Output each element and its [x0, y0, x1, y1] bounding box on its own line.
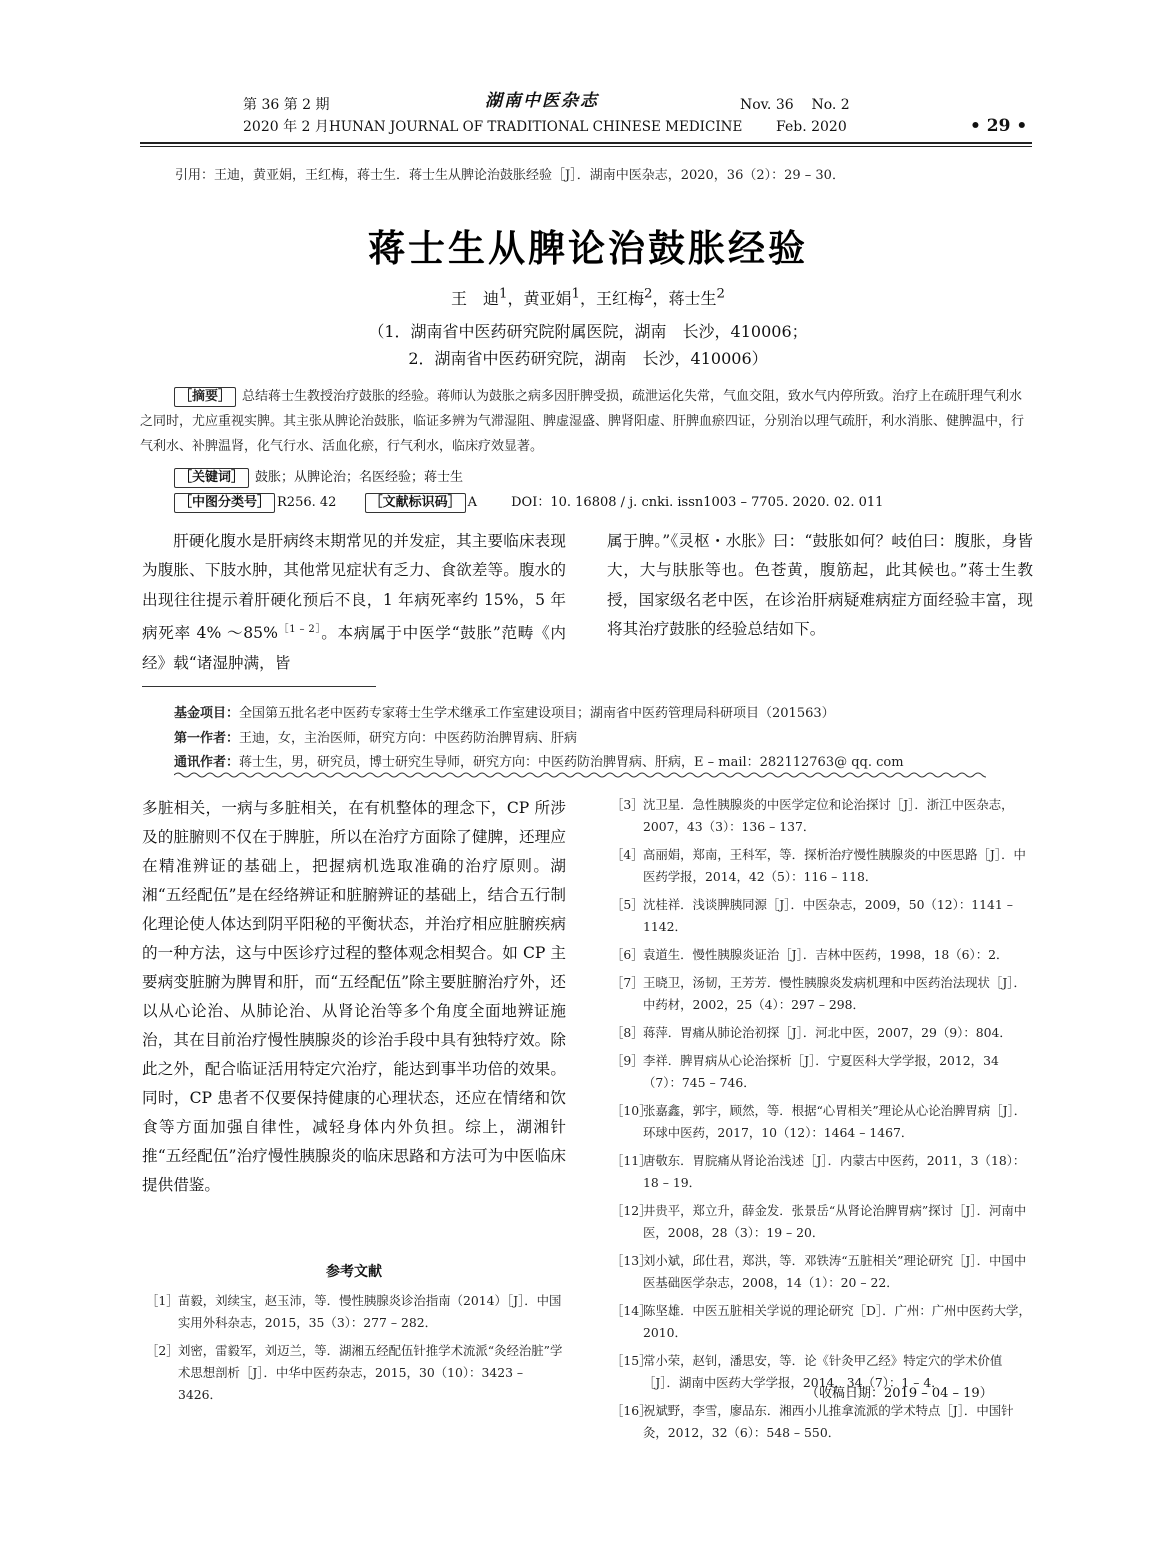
footnote-text: 蒋士生，男，研究员，博士研究生导师，研究方向：中医药防治脾胃病、肝病，E – mail：282112763@ qq. com [239, 755, 904, 770]
reference-text: 高丽娟，郑南，王科军，等．探析治疗慢性胰腺炎的中医思路［J］．中医药学报，2014，42（5）：116 – 118． [643, 847, 1026, 884]
intro-left-text-cont: 。本病属于中医学“鼓胀”范畴《内经》载“诸湿肿满，皆 [142, 624, 566, 672]
affiliation-2: 2．湖南省中医药研究院，湖南 长沙，410006） [408, 349, 768, 368]
reference-item [607, 794, 1033, 838]
reference-text: 蒋萍．胃痛从肺论治初探［J］．河北中医，2007，29（9）：804． [643, 1025, 1012, 1040]
reference-item [142, 1290, 566, 1334]
reference-item [607, 1250, 1033, 1294]
footnote-label: 第一作者： [174, 731, 240, 746]
references-left [142, 1290, 566, 1406]
header-rule-thin [140, 146, 1032, 147]
reference-item [607, 844, 1033, 888]
header-date-cn: 2020 年 2 月 [243, 119, 329, 135]
reference-text: 井贵平，郑立升，薛金发．张景岳“从肾论治脾胃病”探讨［J］．河南中医，2008，28（3）：19 – 20． [643, 1203, 1027, 1240]
references-right [607, 794, 1033, 1444]
reference-item [607, 1400, 1033, 1444]
clc-label: ［中图分类号］ [174, 493, 275, 513]
reference-number: ［4］ [611, 847, 644, 862]
intro-left-column [142, 527, 566, 678]
intro-right-text: 属于脾。”《灵枢・水胀》曰：“鼓胀如何？岐伯曰：腹胀，身皆大，大与肤胀等也。色苍黄，腹筋起，此其候也。”蒋士生教授，国家级名老中医，在诊治肝病疑难病症方面经验丰富，现将其治疗鼓胀的经验总结如下。 [607, 532, 1033, 639]
reference-text: 唐敬东．胃脘痛从肾论治浅述［J］．内蒙古中医药，2011，3（18）：18 – 19． [643, 1153, 1026, 1190]
footnote-first-author [174, 727, 577, 750]
footnote-text: 王迪，女，主治医师，研究方向：中医药防治脾胃病、肝病 [239, 731, 578, 746]
keywords-row [174, 466, 463, 488]
reference-number: ［9］ [611, 1053, 644, 1068]
intro-left-text: 肝硬化腹水是肝病终末期常见的并发症，其主要临床表现为腹胀、下肢水肿，其他常见症状有乏力、食欲差等。腹水的出现往往提示着肝硬化预后不良，1 年病死率约 15%，5 年病死率 4% ～85% [142, 532, 566, 643]
article-title: 蒋士生从脾论治鼓胀经验 [368, 226, 808, 270]
footnote-label: 通讯作者： [174, 755, 240, 770]
reference-text: 王晓卫，汤韧，王芳芳．慢性胰腺炎发病机理和中医药治法现状［J］．中药材，2002，25（4）：297 – 298． [643, 975, 1026, 1012]
header-journal-en: HUNAN JOURNAL OF TRADITIONAL CHINESE MEDICINE [329, 119, 743, 135]
author-name: 王红梅 [596, 289, 645, 308]
reference-item [607, 972, 1033, 1016]
reference-item [607, 1022, 1033, 1044]
author-affiliation-mark: 2 [716, 286, 726, 302]
references-heading: 参考文献 [326, 1264, 382, 1280]
reference-number: ［14］ [611, 1303, 652, 1318]
header-volume-en: Nov. 36 No. 2 [740, 97, 850, 113]
reference-text: 张嘉鑫，郭宇，顾然，等．根据“心胃相关”理论从心论治脾胃病［J］．环球中医药，2017，10（12）：1464 – 1467． [643, 1103, 1027, 1140]
wavy-divider [174, 771, 986, 779]
footnote-text: 全国第五批名老中医药专家蒋士生学术继承工作室建设项目；湖南省中医药管理局科研项目（201563） [239, 706, 835, 721]
reference-text: 李祥．脾胃病从心论治探析［J］．宁夏医科大学学报，2012，34（7）：745 – 746． [643, 1053, 999, 1090]
page-number: • 29 • [970, 116, 1028, 136]
abstract-label: ［摘要］ [174, 387, 236, 407]
reference-number: ［16］ [611, 1403, 652, 1418]
journal-logo: 湖南中医杂志 [485, 91, 599, 111]
reference-item [607, 1300, 1033, 1344]
reference-text: 沈卫星．急性胰腺炎的中医学定位和论治探讨［J］．浙江中医杂志，2007，43（3）：136 – 137． [643, 797, 1014, 834]
body-paragraph: 多脏相关，一病与多脏相关，在有机整体的理念下，CP 所涉及的脏腑则不仅在于脾脏，所以在治疗方面除了健脾，还理应在精准辨证的基础上，把握病机选取准确的治疗原则。湖湘“五经配伍”是在经络辨证和脏腑辨证的基础上，结合五行制化理论使人体达到阴平阳秘的平衡状态，并治疗相应脏腑疾病的一种方法，这与中医诊疗过程的整体观念相契合。如 CP 主要病变脏腑为脾胃和肝，而“五经配伍”除主要脏腑治疗外，还以从心论治、从肺论治、从肾论治等多个角度全面地辨证施治，其在目前治疗慢性胰腺炎的诊治手段中具有独特疗效。除此之外，配合临证活用特定穴治疗，能达到事半功倍的效果。同时，CP 患者不仅要保持健康的心理状态，还应在情绪和饮食等方面加强自律性，减轻身体内外负担。综上，湖湘针推“五经配伍”治疗慢性胰腺炎的临床思路和方法可为中医临床提供借鉴。 [142, 799, 566, 1194]
author-affiliation-mark: 2 [644, 286, 653, 302]
clc-value: R256. 42 [277, 495, 337, 510]
reference-item [607, 894, 1033, 938]
reference-number: ［15］ [611, 1353, 652, 1368]
reference-item [607, 1050, 1033, 1094]
author-name: 王 迪 [450, 289, 499, 308]
author-affiliation-mark: 1 [571, 286, 580, 302]
classification-row [174, 491, 883, 513]
reference-item [607, 1150, 1033, 1194]
reference-text: 祝斌野，李雪，廖品东．湘西小儿推拿流派的学术特点［J］．中国针灸，2012，32（6）：548 – 550． [643, 1403, 1014, 1440]
reference-item [142, 1340, 566, 1406]
reference-number: ［8］ [611, 1025, 644, 1040]
keywords-label: ［关键词］ [174, 468, 249, 488]
reference-text: 刘密，雷毅军，刘迈兰，等．湖湘五经配伍针推学术流派“灸经治脏”学术思想剖析［J］．中华中医药杂志，2015，30（10）：3423 – 3426． [178, 1343, 563, 1402]
author-name: 蒋士生 [668, 289, 717, 308]
document-code-label: ［文献标识码］ [365, 493, 466, 513]
keywords-text: 鼓胀；从脾论治；名医经验；蒋士生 [255, 470, 464, 485]
reference-text: 陈坚雄．中医五脏相关学说的理论研究［D］．广州：广州中医药大学，2010． [643, 1303, 1031, 1340]
citation: 引用：王迪，黄亚娟，王红梅，蒋士生．蒋士生从脾论治鼓胀经验［J］．湖南中医杂志，2020，36（2）：29 – 30． [175, 168, 845, 183]
reference-item [607, 1100, 1033, 1144]
reference-number: ［2］ [146, 1343, 179, 1358]
footnote-separator [142, 686, 376, 687]
author-list: 王 迪$^1$，黄亚娟$^1$，王红梅$^2$，蒋士生$^2$ [450, 286, 726, 308]
footnote-label: 基金项目： [174, 706, 240, 721]
body-left-column [142, 794, 566, 1200]
header-rule [140, 142, 1032, 144]
affiliation-1: （1．湖南省中医药研究院附属医院，湖南 长沙，410006； [368, 322, 808, 341]
footnote-funding [174, 702, 835, 725]
citation-mark: ［1 – 2］ [277, 624, 322, 636]
received-date: （收稿日期：2019 – 04 – 19） [806, 1386, 993, 1401]
reference-text: 苗毅，刘续宝，赵玉沛，等．慢性胰腺炎诊治指南（2014）［J］．中国实用外科杂志，2015，35（3）：277 – 282． [178, 1293, 562, 1330]
author-affiliation-mark: 1 [498, 286, 508, 302]
reference-text: 沈桂祥．浅谈脾胰同源［J］．中医杂志，2009，50（12）：1141 – 1142． [643, 897, 1013, 934]
reference-text: 常小荣，赵钊，潘思安，等．论《针灸甲乙经》特定穴的学术价值［J］．湖南中医药大学学报，2014，34（7）：1 – 4． [643, 1353, 1003, 1390]
abstract-text: 总结蒋士生教授治疗鼓胀的经验。蒋师认为鼓胀之病多因肝脾受损，疏泄运化失常，气血交阻，致水气内停所致。治疗上在疏肝理气利水之同时，尤应重视实脾。其主张从脾论治鼓胀，临证多辨为气滞湿阻、脾虚湿盛、脾肾阳虚、肝脾血瘀四证，分别治以理气疏肝，利水消胀、健脾温中，行气利水、补脾温肾，化气行水、活血化瘀，行气利水，临床疗效显著。 [140, 389, 1025, 454]
header-date-en: Feb. 2020 [776, 119, 847, 135]
document-code-value: A [467, 495, 477, 510]
doi: DOI：10. 16808 / j. cnki. issn1003 – 7705. 2020. 02. 011 [511, 495, 884, 510]
reference-number: ［7］ [611, 975, 644, 990]
intro-right-column [607, 527, 1033, 645]
header-volume-cn: 第 36 第 2 期 [243, 97, 330, 113]
reference-number: ［11］ [611, 1153, 652, 1168]
abstract [140, 384, 1034, 459]
reference-number: ［13］ [611, 1253, 652, 1268]
author-name: 黄亚娟 [523, 289, 572, 308]
reference-text: 刘小斌，邱仕君，郑洪，等．邓铁涛“五脏相关”理论研究［J］．中国中医基础医学杂志，2008，14（1）：20 – 22． [643, 1253, 1027, 1290]
reference-text: 袁道生．慢性胰腺炎证治［J］．吉林中医药，1998，18（6）：2． [643, 947, 1009, 962]
reference-number: ［10］ [611, 1103, 652, 1118]
reference-number: ［1］ [146, 1293, 179, 1308]
reference-item [607, 944, 1033, 966]
reference-number: ［5］ [611, 897, 644, 912]
reference-item [607, 1200, 1033, 1244]
reference-number: ［3］ [611, 797, 644, 812]
reference-number: ［12］ [611, 1203, 652, 1218]
reference-number: ［6］ [611, 947, 644, 962]
